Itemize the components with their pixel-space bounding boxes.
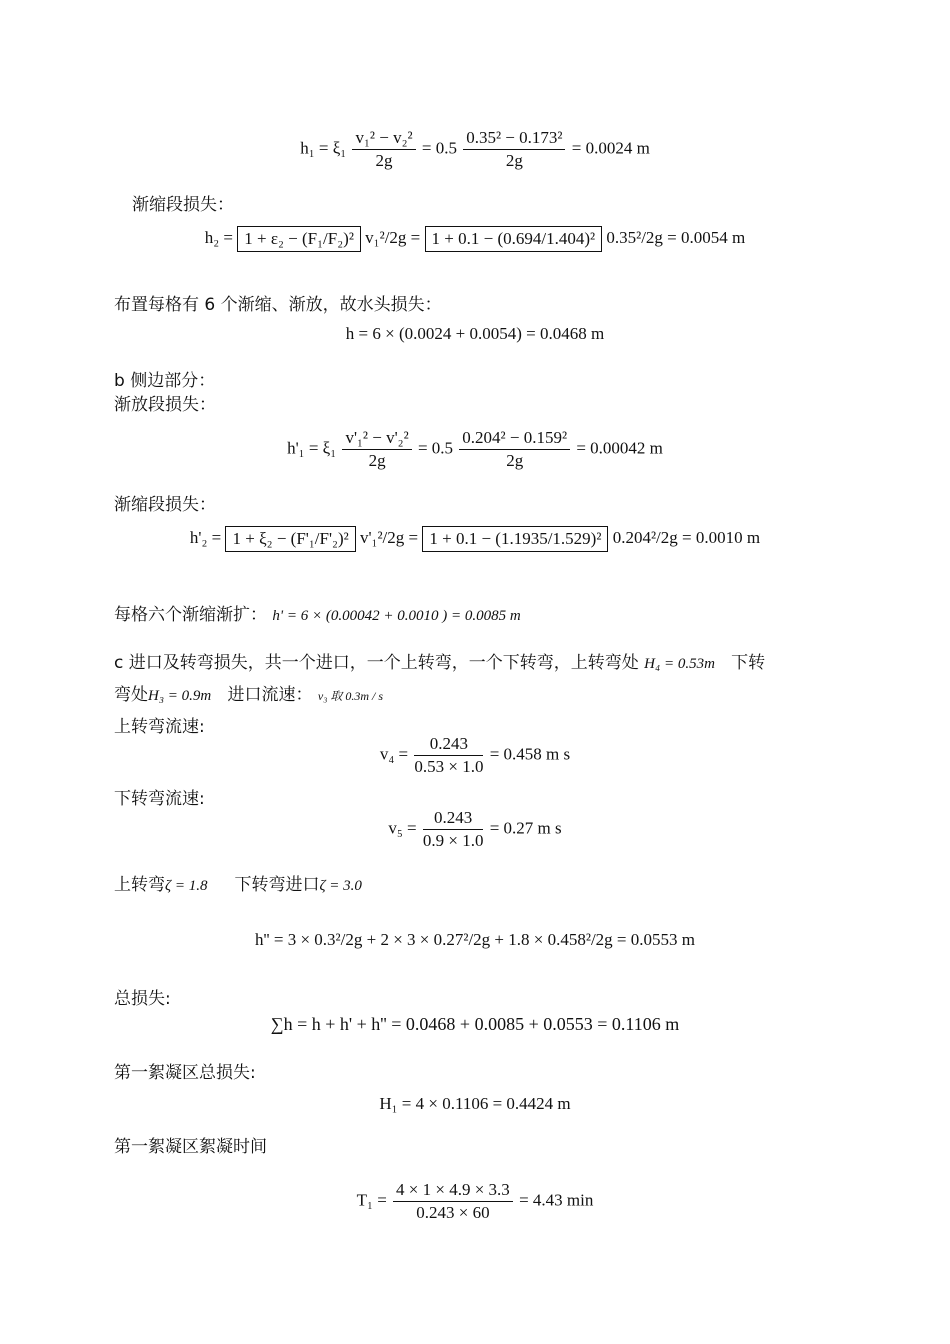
label-jiansuo-2: 渐缩段损失： (114, 495, 216, 515)
equation-T1: T₁ = $\frac{4 \times 1 \times 4.9 \times 3.3}{0.243 \times 60}$ = 4.43 min (356, 1180, 594, 1222)
text-inlet-turn-line1: c 进口及转弯损失，共一个进口，一个上转弯，一个下转弯，上转弯处 H₄ = 0.53m 下转 (114, 653, 766, 673)
equation-h-double-prime: h'' = 3 × 0.3²/2g + 2 × 3 × 0.27²/2g + 1.8 × 0.458²/2g = 0.0553 m (254, 930, 695, 949)
equation-h1-prime: h'₁ = ξ₁ $\frac{\text{v'₁² − v'₂²}}{2g}$ = 0.5 $\frac{\text{0.204² − 0.159²}}{2g}$ = 0.00042 m (287, 428, 663, 470)
label-lower-turn-speed: 下转弯流速: (114, 789, 205, 809)
equation-v4: v₄ = $\frac{0.243}{0.53 \times 1.0}$ = 0.458 m s (379, 734, 571, 776)
label-total-loss: 总损失: (114, 989, 171, 1009)
label-jiansuo: 渐缩段损失： (132, 195, 234, 215)
label-jianfang: 渐放段损失： (114, 395, 216, 415)
equation-sum-h: ∑h = h + h' + h'' = 0.0468 + 0.0085 + 0.0553 = 0.1106 m (270, 1014, 680, 1034)
equation-h2: h₂ = 1 + ε₂ − (F₁/F₂)² v₁²/2g = 1 + 0.1 − (0.694/1.404)² 0.35²/2g = 0.0054 m (0, 226, 950, 252)
equation-h2-prime: h'₂ = 1 + ξ₂ − (F'₁/F'₂)² v'₁²/2g = 1 + 0.1 − (1.1935/1.529)² 0.204²/2g = 0.0010 m (0, 526, 950, 552)
text-side-part: b 侧边部分： (114, 371, 216, 391)
equation-h-total-middle: h = 6 × (0.0024 + 0.0054) = 0.0468 m (345, 324, 605, 343)
equation-v5: v₅ = $\frac{0.243}{0.9 \times 1.0}$ = 0.27 m s (388, 808, 562, 850)
label-first-zone-time: 第一絮凝区絮凝时间 (114, 1137, 267, 1157)
label-upper-turn-speed: 上转弯流速: (114, 717, 205, 737)
equation-h1: h₁ = ξ₁ $\frac{\text{v₁² − v₂²}}{2g}$ = 0.5 $\frac{\text{0.35² − 0.173²}}{2g}$ = 0.0024 m (300, 128, 650, 170)
equation-h-prime: h' = 6 × (0.00042 + 0.0010 ) = 0.0085 m (272, 608, 521, 624)
text-zeta-values: 上转弯ζ = 1.8 下转弯进口ζ = 3.0 (114, 875, 362, 895)
text-six-per-cell: 每格六个渐缩渐扩： h' = 6 × (0.00042 + 0.0010 ) = 0.0085 m (114, 605, 521, 625)
text-inlet-turn-line2: 弯处H₃ = 0.9m 进口流速： v₃ 取 0.3m / s (114, 685, 384, 705)
label-first-zone-total: 第一絮凝区总损失: (114, 1063, 256, 1083)
text-layout-note: 布置每格有 6 个渐缩、渐放，故水头损失： (114, 295, 442, 315)
equation-H1: H₁ = 4 × 0.1106 = 0.4424 m (379, 1094, 571, 1113)
